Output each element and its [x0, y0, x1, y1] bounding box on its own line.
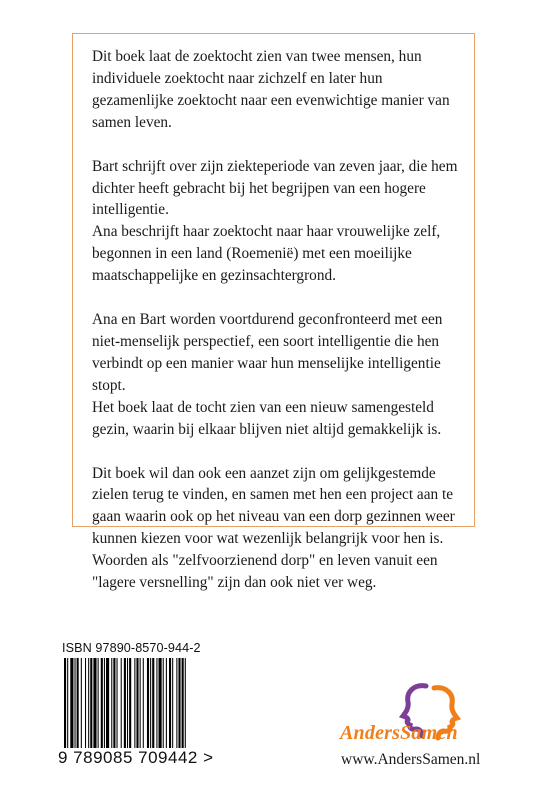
barcode-bar — [81, 658, 82, 754]
barcode-bar — [136, 658, 138, 754]
blurb-paragraph-6: Dit boek wil dan ook een aanzet zijn om gelijkgestemde zielen terug te vinden, en samen met hen een project aan te gaan waarin ook op het niveau van een dorp gezinnen weer kunnen kiezen voor wat wezenlijk belangrijk voor hen is. Woorden als "zelfvoorzienend dorp" en leven vanuit een "lagere versnelling" zijn dan ook niet ver weg. — [92, 464, 455, 592]
barcode-bar — [85, 658, 86, 754]
barcode-bar — [140, 658, 141, 754]
barcode-bar — [93, 658, 96, 754]
barcode-bar — [90, 658, 92, 754]
barcode-bar — [176, 658, 177, 754]
barcode-bar — [75, 658, 76, 754]
barcode-bar — [113, 658, 115, 754]
barcode-bar — [129, 658, 131, 754]
barcode-bar — [104, 658, 105, 754]
barcode-bar — [98, 658, 99, 754]
barcode-bar — [178, 658, 180, 754]
barcode-bar — [156, 658, 157, 754]
barcode-bar — [134, 658, 135, 754]
barcode-bar — [101, 658, 103, 754]
barcode-bar — [70, 658, 73, 754]
barcode-bar — [169, 658, 171, 754]
barcode-digits: 9 789085 709442 > — [58, 748, 214, 767]
barcode-bar — [111, 658, 112, 754]
blurb-paragraph-2: Bart schrijft over zijn ziekteperiode van zeven jaar, die hem dichter heeft gebracht bij het begrijpen van een hogere intelligentie. — [92, 157, 458, 219]
barcode-bar — [88, 658, 89, 754]
barcode-bar — [106, 658, 109, 754]
isbn-label: ISBN 97890-8570-944-2 — [62, 641, 201, 655]
blurb-paragraph-5: Het boek laat de tocht zien van een nieuw samengesteld gezin, waarin bij elkaar blijven niet altijd gemakkelijk is. — [92, 398, 442, 438]
blurb-paragraph-3: Ana beschrijft haar zoektocht naar haar vrouwelijke zelf, begonnen in een land (Roemenië) met een moeilijke maatschappelijke en gezinsachtergrond. — [92, 223, 441, 285]
barcode-bar — [150, 658, 151, 754]
barcode-bar — [159, 658, 162, 754]
barcode-bar — [77, 658, 79, 754]
barcode-bar — [127, 658, 128, 754]
blurb-paragraph-4: Ana en Bart worden voortdurend geconfronteerd met een niet-menselijk perspectief, een soort intelligentie die hen verbindt op een manier waar hun menselijke intelligentie stopt. — [92, 311, 443, 394]
blurb-paragraph-1: Dit boek laat de zoektocht zien van twee mensen, hun individuele zoektocht naar zichzelf en later hun gezamenlijke zoektocht naar een evenwichtige manier van samen leven. — [92, 48, 450, 131]
blurb-box — [72, 33, 475, 592]
barcode-bar — [117, 658, 118, 754]
barcode-bar — [152, 658, 154, 754]
barcode-bar — [147, 658, 149, 754]
logo-text: AndersSamen — [340, 722, 458, 744]
barcode-bar — [163, 658, 164, 754]
publisher-url: www.AndersSamen.nl — [341, 751, 481, 768]
barcode-bar — [166, 658, 167, 754]
barcode-bar — [121, 658, 122, 754]
barcode-bar — [172, 658, 173, 754]
barcode-bar — [143, 658, 144, 754]
